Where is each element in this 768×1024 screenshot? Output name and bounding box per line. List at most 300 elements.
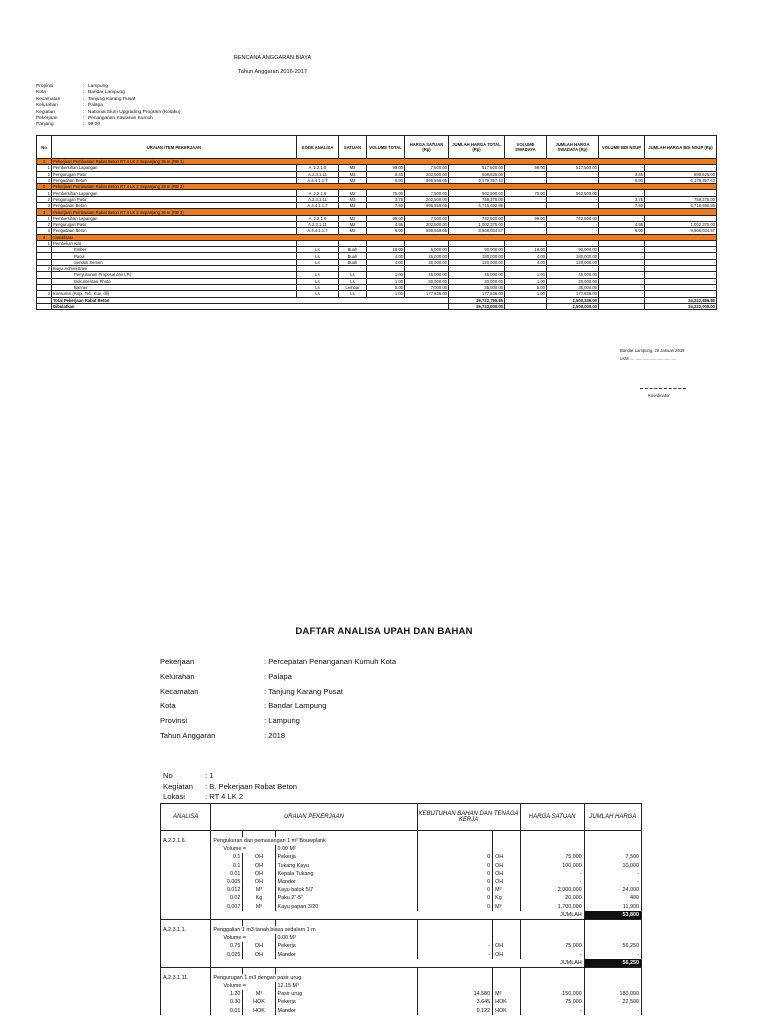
rab-cell: 45,000.00: [449, 272, 505, 278]
ahs-price: 100,000: [520, 862, 584, 870]
rab-cell: 562,500.00: [547, 190, 599, 196]
rab-cell: 1.00: [505, 278, 547, 284]
ahs-info-row: [160, 672, 292, 681]
rab-section-title: Pekerjaan Pembuatan Rabat Beton RT 4 LK 2 Sepanjang 38 m (RB 2): [52, 184, 717, 190]
ahs-item-row: [161, 950, 642, 958]
rab-cell: 4.95: [367, 221, 405, 227]
rab-cell: Buah: [339, 247, 367, 253]
signature-date: Bandar Lampung, 26 Januari 2018: [620, 348, 685, 353]
rab-section-title: Sosialisasi: [52, 234, 717, 240]
rab-table: [36, 135, 717, 310]
ahs-info-key: Kecamatan: [160, 686, 199, 696]
ahs-cell: [417, 974, 493, 982]
ahs-need-unit: M³: [493, 903, 520, 911]
rab-cell: -: [505, 221, 547, 227]
ahs-cell: [161, 845, 211, 853]
ahs-desc: Pekerja: [275, 942, 417, 950]
rab-total-value: 2,500,000.00: [547, 303, 599, 309]
rab-total-value: 26,722,795.86: [449, 297, 505, 303]
rab-header-cell: No: [37, 136, 52, 159]
rab-cell: -: [599, 291, 645, 297]
rab-cell: -: [547, 177, 599, 183]
signature-role: Koordinator: [648, 393, 670, 398]
rab-info-key: Kegiatan: [36, 109, 55, 115]
ahs-sum-row: [161, 911, 642, 920]
rab-cell: Buah: [339, 259, 367, 265]
ahs-unit: OH: [243, 862, 275, 870]
rab-info-value: 99.00: [88, 122, 101, 128]
rab-cell: -: [505, 171, 547, 177]
ahs-desc: Tukang Kayu: [275, 862, 417, 870]
rab-cell: 2: [37, 171, 52, 177]
rab-info-row: [36, 122, 100, 127]
ahs-block-title: Pengurugan 1 m3 dengan pasir urug: [211, 974, 417, 982]
ahs-header-cell: HARGA SATUAN: [520, 804, 584, 831]
rab-info-sep: :: [83, 103, 85, 109]
ahs-info-value: : Percepatan Penanganan Kumuh Kota: [264, 657, 397, 666]
ahs-need: -: [417, 950, 493, 958]
rab-cell: Sendok Semen: [52, 259, 297, 265]
rab-section-title: Pekerjaan Pembuatan Rabat Beton RT 4 LK 2 Sepanjang 36 m (RB 3): [52, 209, 717, 215]
rab-info-value: Tanjung Karang Pusat: [88, 96, 136, 102]
ahs-meta-value: : B. Pekerjaan Rabat Beton: [205, 781, 298, 791]
rab-cell: M3: [339, 228, 367, 234]
ahs-cell: [161, 998, 211, 1006]
ahs-cell: [161, 1007, 211, 1015]
rab-cell: 202,500.00: [405, 196, 449, 202]
ahs-info-key: Tahun Anggaran: [160, 731, 216, 740]
ahs-volume-value: 0.00 M³: [275, 934, 417, 942]
rab-cell: 1: [37, 215, 52, 221]
ahs-cell: [520, 934, 584, 942]
rab-cell: -: [505, 203, 547, 209]
ahs-block-title-row: [161, 926, 642, 934]
ahs-cell: [520, 845, 584, 853]
ahs-meta-value: : RT 4 LK 2: [205, 792, 244, 802]
ahs-info-key: Pekerjaan: [160, 657, 195, 666]
rab-cell: -: [599, 165, 645, 171]
ahs-price: 150,000: [520, 990, 584, 998]
rab-cell: Ls: [339, 272, 367, 278]
rab-cell: 7,500.00: [405, 215, 449, 221]
ahs-coef: 0.01: [211, 1007, 243, 1015]
ahs-need-unit: OH: [493, 870, 520, 878]
ahs-need-unit: OH: [493, 878, 520, 886]
ahs-info-value: : Bandar Lampung: [264, 701, 327, 711]
ahs-price: -: [520, 878, 584, 886]
ahs-cell: [161, 878, 211, 886]
rab-cell: 180,000.00: [547, 253, 599, 259]
rab-cell: 895,559.05: [405, 177, 449, 183]
rab-cell: -: [505, 177, 547, 183]
ahs-cell: [161, 903, 211, 911]
rab-cell: 35,000.00: [547, 284, 599, 290]
ahs-meta-row: [163, 792, 243, 801]
rab-info-key: Kota: [36, 90, 46, 96]
ahs-cell: [493, 845, 520, 853]
rab-info-sep: :: [83, 90, 85, 96]
rab-cell: Pengadaan Beton: [52, 228, 297, 234]
ahs-item-row: [161, 990, 642, 998]
ahs-cell: [417, 982, 493, 990]
rab-cell: M3: [339, 196, 367, 202]
rab-cell: 18.00: [505, 247, 547, 253]
ahs-meta-key: Kegiatan: [163, 781, 193, 791]
ahs-amount: 56,250: [584, 942, 641, 950]
rab-cell: M3: [339, 221, 367, 227]
ahs-cell: [584, 845, 641, 853]
ahs-code: A.2.3.1.1.: [161, 926, 211, 934]
rab-header-cell: JUMLAH HARGA TOTAL (Rp): [449, 136, 505, 159]
ahs-item-row: [161, 942, 642, 950]
rab-cell: 45,000.00: [405, 272, 449, 278]
rab-title: RENCANA ANGGARAN BIAYA: [233, 55, 312, 61]
rab-cell: 3.75: [599, 196, 645, 202]
ahs-price: 1,700,000: [520, 903, 584, 911]
rab-cell: 742,500.00: [449, 215, 505, 221]
rab-cell: 30,000.00: [405, 259, 449, 265]
ahs-cell: [520, 837, 584, 845]
rab-cell: 99.00: [505, 215, 547, 221]
ahs-block-title: Pengukuran dan pemasangan 1 m² Bouwplank: [211, 837, 417, 845]
rab-cell: 6.90: [367, 177, 405, 183]
rab-cell: 3.75: [367, 196, 405, 202]
ahs-cell: [520, 926, 584, 934]
rab-cell: 1: [37, 165, 52, 171]
ahs-unit: M³: [243, 886, 275, 894]
rab-cell: Ls: [297, 284, 339, 290]
ahs-cell: [161, 870, 211, 878]
ahs-item-row: [161, 903, 642, 911]
rab-cell: A .2.2.1.6: [297, 190, 339, 196]
ahs-cell: [584, 926, 641, 934]
ahs-info-row: [160, 687, 343, 696]
rab-cell: Pengadaan Beton: [52, 203, 297, 209]
rab-cell: Ls: [297, 259, 339, 265]
ahs-desc: Mandor: [275, 878, 417, 886]
rab-cell: 759,375.00: [645, 196, 717, 202]
rab-info-row: [36, 103, 103, 108]
rab-cell: 202,500.00: [405, 221, 449, 227]
signature-line: [640, 388, 686, 389]
rab-cell: 895,559.05: [405, 228, 449, 234]
rab-cell: 7,500.00: [405, 190, 449, 196]
ahs-info-row: [160, 701, 326, 710]
ahs-unit: OH: [243, 870, 275, 878]
rab-cell: 5,000.00: [405, 247, 449, 253]
rab-total-value: 2,500,336.00: [547, 297, 599, 303]
rab-header-cell: URAIAN ITEM PEKERJAAN: [52, 136, 297, 159]
ahs-need-unit: M³: [493, 990, 520, 998]
rab-cell: 3: [37, 291, 52, 297]
rab-cell: 90,000.00: [547, 247, 599, 253]
rab-cell: A.4.4.1.1.7: [297, 177, 339, 183]
rab-info-row: [36, 84, 108, 89]
rab-cell: 8,866,034.57: [645, 228, 717, 234]
ahs-cell: [493, 982, 520, 990]
ahs-need: 3.645: [417, 998, 493, 1006]
rab-cell: Pembersihan Lapangan: [52, 165, 297, 171]
ahs-amount: 7,500: [584, 853, 641, 861]
rab-cell: Pengurugan Pasir: [52, 221, 297, 227]
rab-cell: 1.00: [367, 272, 405, 278]
rab-cell: 75.00: [505, 190, 547, 196]
ahs-header-cell: ANALISA: [161, 804, 211, 831]
rab-section-no: 4: [37, 234, 52, 240]
rab-cell: 3: [37, 203, 52, 209]
ahs-cell: [520, 974, 584, 982]
rab-cell: 177,836.00: [547, 291, 599, 297]
ahs-item-row: [161, 878, 642, 886]
rab-header-cell: JUMLAH HARGA BDI NSUP (Rp): [645, 136, 717, 159]
rab-cell: 3: [37, 228, 52, 234]
rab-header-cell: JUMLAH HARGA SWADAYA (Rp): [547, 136, 599, 159]
rab-cell: 4.00: [367, 259, 405, 265]
ahs-cell: [161, 911, 211, 920]
rab-cell: 30,000.00: [449, 278, 505, 284]
rab-cell: 1.00: [505, 272, 547, 278]
rab-cell: 18.00: [367, 247, 405, 253]
ahs-cell: [161, 886, 211, 894]
ahs-price: 2,000,000: [520, 886, 584, 894]
rab-cell: A .2.2.1.6: [297, 165, 339, 171]
rab-cell: Banner: [52, 284, 297, 290]
rab-info-value: Bandar Lampung: [88, 90, 125, 96]
rab-info-key: Kelurahan: [36, 103, 58, 109]
rab-cell: M2: [339, 190, 367, 196]
rab-cell: -: [547, 221, 599, 227]
ahs-header-cell: JUMLAH HARGA: [584, 804, 641, 831]
ahs-need: 0: [417, 903, 493, 911]
rab-info-value: Penanganan Kawasan Kumuh: [88, 116, 153, 121]
ahs-cell: [584, 837, 641, 845]
ahs-amount: 24,000: [584, 886, 641, 894]
rab-cell: Ls: [297, 253, 339, 259]
rab-cell: 7,000.00: [405, 284, 449, 290]
rab-cell: A.2.3.1.11: [297, 171, 339, 177]
rab-cell: A.4.4.1.1.7: [297, 228, 339, 234]
rab-cell: Ls: [339, 291, 367, 297]
rab-cell: 5.00: [367, 284, 405, 290]
ahs-volume-label: Volume =: [211, 982, 275, 990]
rab-total-label: Total Pekerjaan Rabat Beton: [52, 297, 449, 303]
rab-header-cell: KODE ANALISA: [297, 136, 339, 159]
ahs-info-value: : Lampung: [264, 716, 300, 726]
rab-info-sep: :: [83, 122, 85, 128]
ahs-desc: Mandor: [275, 1007, 417, 1015]
ahs-coef: 0.02: [211, 894, 243, 902]
ahs-meta-key: No: [163, 771, 173, 780]
ahs-info-key: Provinsi: [160, 716, 188, 726]
ahs-info-value: : Palapa: [264, 671, 292, 681]
rab-cell: 35,000.00: [449, 284, 505, 290]
ahs-unit: M³: [243, 990, 275, 998]
ahs-cell: [161, 959, 211, 968]
rab-cell: Biaya Administrasi: [52, 266, 297, 272]
ahs-info-row: [160, 716, 300, 725]
ahs-sum-value: 53,800: [584, 911, 641, 920]
rab-cell: 120,000.00: [449, 259, 505, 265]
ahs-need: -: [417, 942, 493, 950]
rab-cell: 1,002,375.00: [449, 221, 505, 227]
ahs-need-unit: HOK: [493, 998, 520, 1006]
rab-header-cell: VOLUME SWADAYA: [505, 136, 547, 159]
rab-cell: 517,500.00: [449, 165, 505, 171]
ahs-cell: [161, 853, 211, 861]
ahs-need-unit: M³: [493, 886, 520, 894]
rab-cell: 9.90: [599, 228, 645, 234]
rab-cell: 75.00: [367, 190, 405, 196]
rab-cell: -: [599, 253, 645, 259]
rab-cell: 1: [37, 190, 52, 196]
rab-cell: -: [547, 228, 599, 234]
ahs-price: 20,000: [520, 894, 584, 902]
rab-cell: 1: [37, 240, 52, 246]
ahs-amount: 400: [584, 894, 641, 902]
rab-cell: 5.00: [505, 284, 547, 290]
rab-total-no: [37, 303, 52, 309]
ahs-info-key: Kota: [160, 701, 176, 711]
rab-cell: 177,836.00: [405, 291, 449, 297]
rab-cell: Ls: [297, 272, 339, 278]
rab-cell: 8,866,034.57: [449, 228, 505, 234]
rab-info-sep: :: [83, 116, 85, 121]
rab-cell: Pembersihan Lapangan: [52, 190, 297, 196]
rab-cell: A.2.3.1.11: [297, 196, 339, 202]
rab-cell: -: [645, 190, 717, 196]
rab-cell: -: [599, 278, 645, 284]
rab-cell: Lembar: [339, 284, 367, 290]
ahs-price: -: [520, 1007, 584, 1015]
rab-cell: Ls: [339, 278, 367, 284]
ahs-table: [160, 803, 642, 1015]
ahs-meta-key: Lokasi: [163, 792, 185, 802]
rab-cell: 4.00: [505, 253, 547, 259]
ahs-need: 0: [417, 853, 493, 861]
ahs-price: 75,000: [520, 853, 584, 861]
rab-cell: 202,500.00: [405, 171, 449, 177]
ahs-info-row: [160, 731, 285, 740]
rab-cell: 6,716,692.86: [645, 203, 717, 209]
ahs-cell: [493, 974, 520, 982]
rab-cell: Ls: [297, 291, 339, 297]
rab-section-title: Pekerjaan Pembuatan Rabat Beton RT 4 LK 2 Sepanjang 35 m (RB 1): [52, 159, 717, 165]
rab-cell: A.4.4.1.1.7: [297, 203, 339, 209]
ahs-cell: [161, 950, 211, 958]
ahs-amount: 22,500: [584, 998, 641, 1006]
rab-cell: -: [599, 259, 645, 265]
rab-cell: 99.00: [367, 165, 405, 171]
rab-total-value: 24,222,000.00: [645, 303, 717, 309]
ahs-coef: 0.1: [211, 853, 243, 861]
ahs-amount: -: [584, 950, 641, 958]
rab-cell: -: [599, 190, 645, 196]
rab-header-cell: VOLUME BDI NSUP: [599, 136, 645, 159]
rab-cell: -: [505, 196, 547, 202]
ahs-info-value: : Tanjung Karang Pusat: [264, 686, 343, 696]
rab-cell: 2: [37, 221, 52, 227]
rab-cell: 759,375.00: [449, 196, 505, 202]
ahs-need-unit: OH: [493, 853, 520, 861]
rab-header-cell: HARGA SATUAN (Rp): [405, 136, 449, 159]
rab-cell: 7.50: [367, 203, 405, 209]
rab-cell: A.2.3.1.11: [297, 221, 339, 227]
ahs-cell: [584, 934, 641, 942]
ahs-sum-value: 56,250: [584, 959, 641, 968]
ahs-desc: Pekerja: [275, 998, 417, 1006]
rab-info-key: Kecamatan: [36, 96, 61, 102]
rab-cell: 99.00: [367, 215, 405, 221]
ahs-price: 75,000: [520, 942, 584, 950]
rab-info-row: [36, 110, 181, 115]
ahs-cell: [493, 934, 520, 942]
rab-cell: 177,836.00: [449, 291, 505, 297]
rab-cell: 742,500.00: [547, 215, 599, 221]
ahs-cell: [161, 934, 211, 942]
ahs-cell: [417, 926, 493, 934]
rab-cell: -: [645, 291, 717, 297]
ahs-item-row: [161, 886, 642, 894]
ahs-cell: [520, 982, 584, 990]
ahs-meta-row: [163, 771, 213, 780]
ahs-need-unit: OH: [493, 862, 520, 870]
rab-rounded-row: [37, 303, 717, 309]
ahs-volume-row: [161, 934, 642, 942]
ahs-cell: [161, 894, 211, 902]
ahs-unit: HOK: [243, 998, 275, 1006]
ahs-volume-row: [161, 845, 642, 853]
rab-cell: Konsumsi (Kopi, Teh, Kue, dll): [52, 291, 297, 297]
rab-cell: Pacul: [52, 253, 297, 259]
rab-header-cell: SATUAN: [339, 136, 367, 159]
ahs-cell: [161, 990, 211, 998]
rab-cell: -: [645, 253, 717, 259]
rab-info-row: [36, 90, 125, 95]
ahs-amount: -: [584, 1007, 641, 1015]
rab-info-sep: :: [83, 109, 85, 115]
rab-cell: Pengurugan Pasir: [52, 171, 297, 177]
ahs-need-unit: OH: [493, 942, 520, 950]
ahs-item-row: [161, 1007, 642, 1015]
ahs-need: 0: [417, 886, 493, 894]
rab-cell: -: [645, 165, 717, 171]
rab-cell: -: [599, 247, 645, 253]
rab-cell: -: [547, 196, 599, 202]
rab-cell: 45,000.00: [547, 272, 599, 278]
ahs-unit: OH: [243, 878, 275, 886]
ahs-coef: 1.20: [211, 990, 243, 998]
ahs-unit: OH: [243, 942, 275, 950]
rab-cell: Pembelian Alat: [52, 240, 297, 246]
ahs-desc: Paku 2"-5": [275, 894, 417, 902]
rab-cell: M2: [339, 165, 367, 171]
ahs-desc: Pasir urug: [275, 990, 417, 998]
rab-cell: Ls: [297, 278, 339, 284]
ahs-price: -: [520, 870, 584, 878]
rab-info-key: Panjang: [36, 122, 54, 128]
ahs-info-key: Kelurahan: [160, 671, 195, 681]
rab-cell: M3: [339, 203, 367, 209]
ahs-volume-label: Volume =: [211, 934, 275, 942]
rab-section-no: 1: [37, 159, 52, 165]
rab-cell: M3: [339, 177, 367, 183]
rab-total-blank: [505, 303, 547, 309]
rab-total-value: 26,722,000.00: [449, 303, 505, 309]
ahs-item-row: [161, 853, 642, 861]
rab-cell: 120,000.00: [547, 259, 599, 265]
rab-cell: 895,559.05: [405, 203, 449, 209]
ahs-coef: 0.01: [211, 870, 243, 878]
